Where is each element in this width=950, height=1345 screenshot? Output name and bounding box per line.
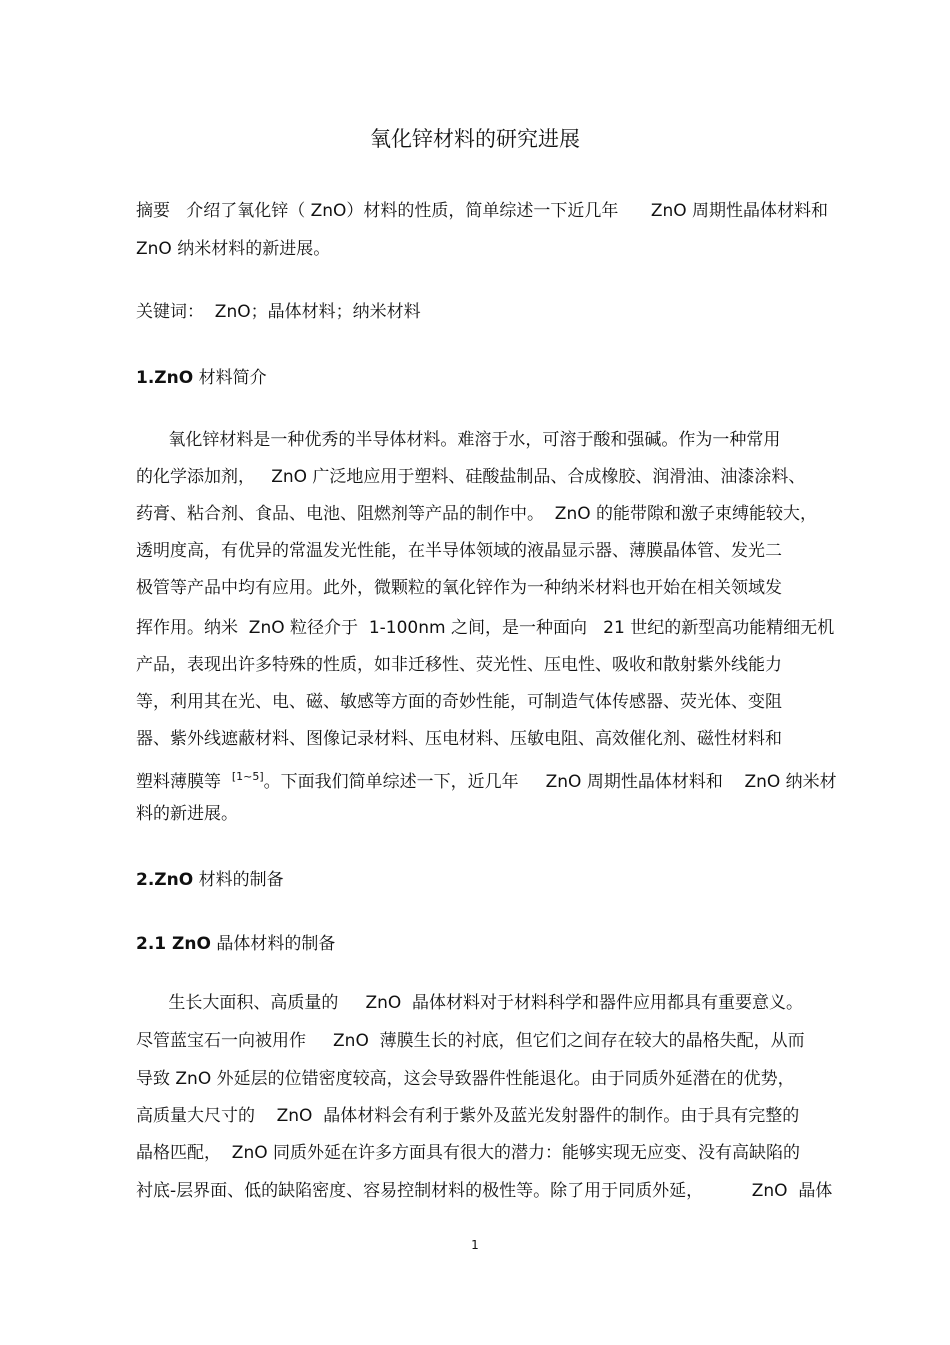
paragraph-line: 极管等产品中均有应用。此外，微颗粒的氧化锌作为一种纳米材料也开始在相关领域发	[136, 578, 782, 598]
paragraph-line: 高质量大尺寸的 ZnO 晶体材料会有利于紫外及蓝光发射器件的制作。由于具有完整的	[136, 1106, 800, 1126]
paragraph-line: 器、紫外线遮蔽材料、图像记录材料、压电材料、压敏电阻、高效催化剂、磁性材料和	[136, 729, 782, 749]
paragraph-line: 氧化锌材料是一种优秀的半导体材料。难溶于水，可溶于酸和强碱。作为一种常用	[136, 430, 781, 450]
paragraph-line: 等，利用其在光、电、磁、敏感等方面的奇妙性能，可制造气体传感器、荧光体、变阻	[136, 692, 782, 712]
section-2-1-number: 2.1 ZnO	[136, 934, 211, 954]
paragraph-line: 的化学添加剂， ZnO 广泛地应用于塑料、硅酸盐制品、合成橡胶、润滑油、油漆涂料、	[136, 467, 806, 487]
section-2-heading	[136, 868, 284, 892]
citation-reference: [1~5]	[231, 770, 264, 783]
abstract-line-1: 摘要 介绍了氧化锌（ ZnO）材料的性质，简单综述一下近几年 ZnO 周期性晶体材料和	[136, 201, 829, 221]
section-1-title: 材料简介	[193, 368, 267, 388]
paper-title: 氧化锌材料的研究进展	[370, 127, 580, 151]
paragraph-line: 导致 ZnO 外延层的位错密度较高，这会导致器件性能退化。由于同质外延潜在的优势，	[136, 1069, 795, 1089]
page-number: 1	[471, 1238, 479, 1252]
citation-trail-text: 。下面我们简单综述一下，近几年 ZnO 周期性晶体材料和 ZnO 纳米材	[263, 772, 837, 792]
section-2-number: 2.ZnO	[136, 870, 194, 890]
section-1-heading	[136, 366, 267, 390]
paragraph-line: 晶格匹配， ZnO 同质外延在许多方面具有很大的潜力：能够实现无应变、没有高缺陷的	[136, 1143, 801, 1163]
paragraph-line: 尽管蓝宝石一向被用作 ZnO 薄膜生长的衬底，但它们之间存在较大的晶格失配，从而	[136, 1031, 805, 1051]
paragraph-line: 产品，表现出许多特殊的性质，如非迁移性、荧光性、压电性、吸收和散射紫外线能力	[136, 655, 782, 675]
paragraph-line-with-citation	[136, 765, 837, 794]
keywords: 关键词： ZnO；晶体材料；纳米材料	[136, 302, 421, 322]
paragraph-line: 生长大面积、高质量的 ZnO 晶体材料对于材料科学和器件应用都具有重要意义。	[136, 993, 804, 1013]
paragraph-line: 衬底-层界面、低的缺陷密度、容易控制材料的极性等。除了用于同质外延， ZnO 晶体	[136, 1181, 833, 1201]
paragraph-line: 药膏、粘合剂、食品、电池、阻燃剂等产品的制作中。 ZnO 的能带隙和激子束缚能较大，	[136, 504, 818, 524]
section-2-1-title: 晶体材料的制备	[210, 934, 336, 954]
section-1-number: 1.ZnO	[136, 368, 194, 388]
section-2-title: 材料的制备	[193, 870, 284, 890]
abstract-line-2: ZnO 纳米材料的新进展。	[136, 239, 331, 259]
citation-lead-text: 塑料薄膜等	[136, 772, 232, 792]
section-2-1-heading	[136, 932, 335, 956]
paragraph-line: 料的新进展。	[136, 804, 238, 824]
paragraph-line: 挥作用。纳米 ZnO 粒径介于 1-100nm 之间，是一种面向 21 世纪的新型高功能精细无机	[136, 618, 835, 638]
paragraph-line: 透明度高，有优异的常温发光性能，在半导体领域的液晶显示器、薄膜晶体管、发光二	[136, 541, 782, 561]
